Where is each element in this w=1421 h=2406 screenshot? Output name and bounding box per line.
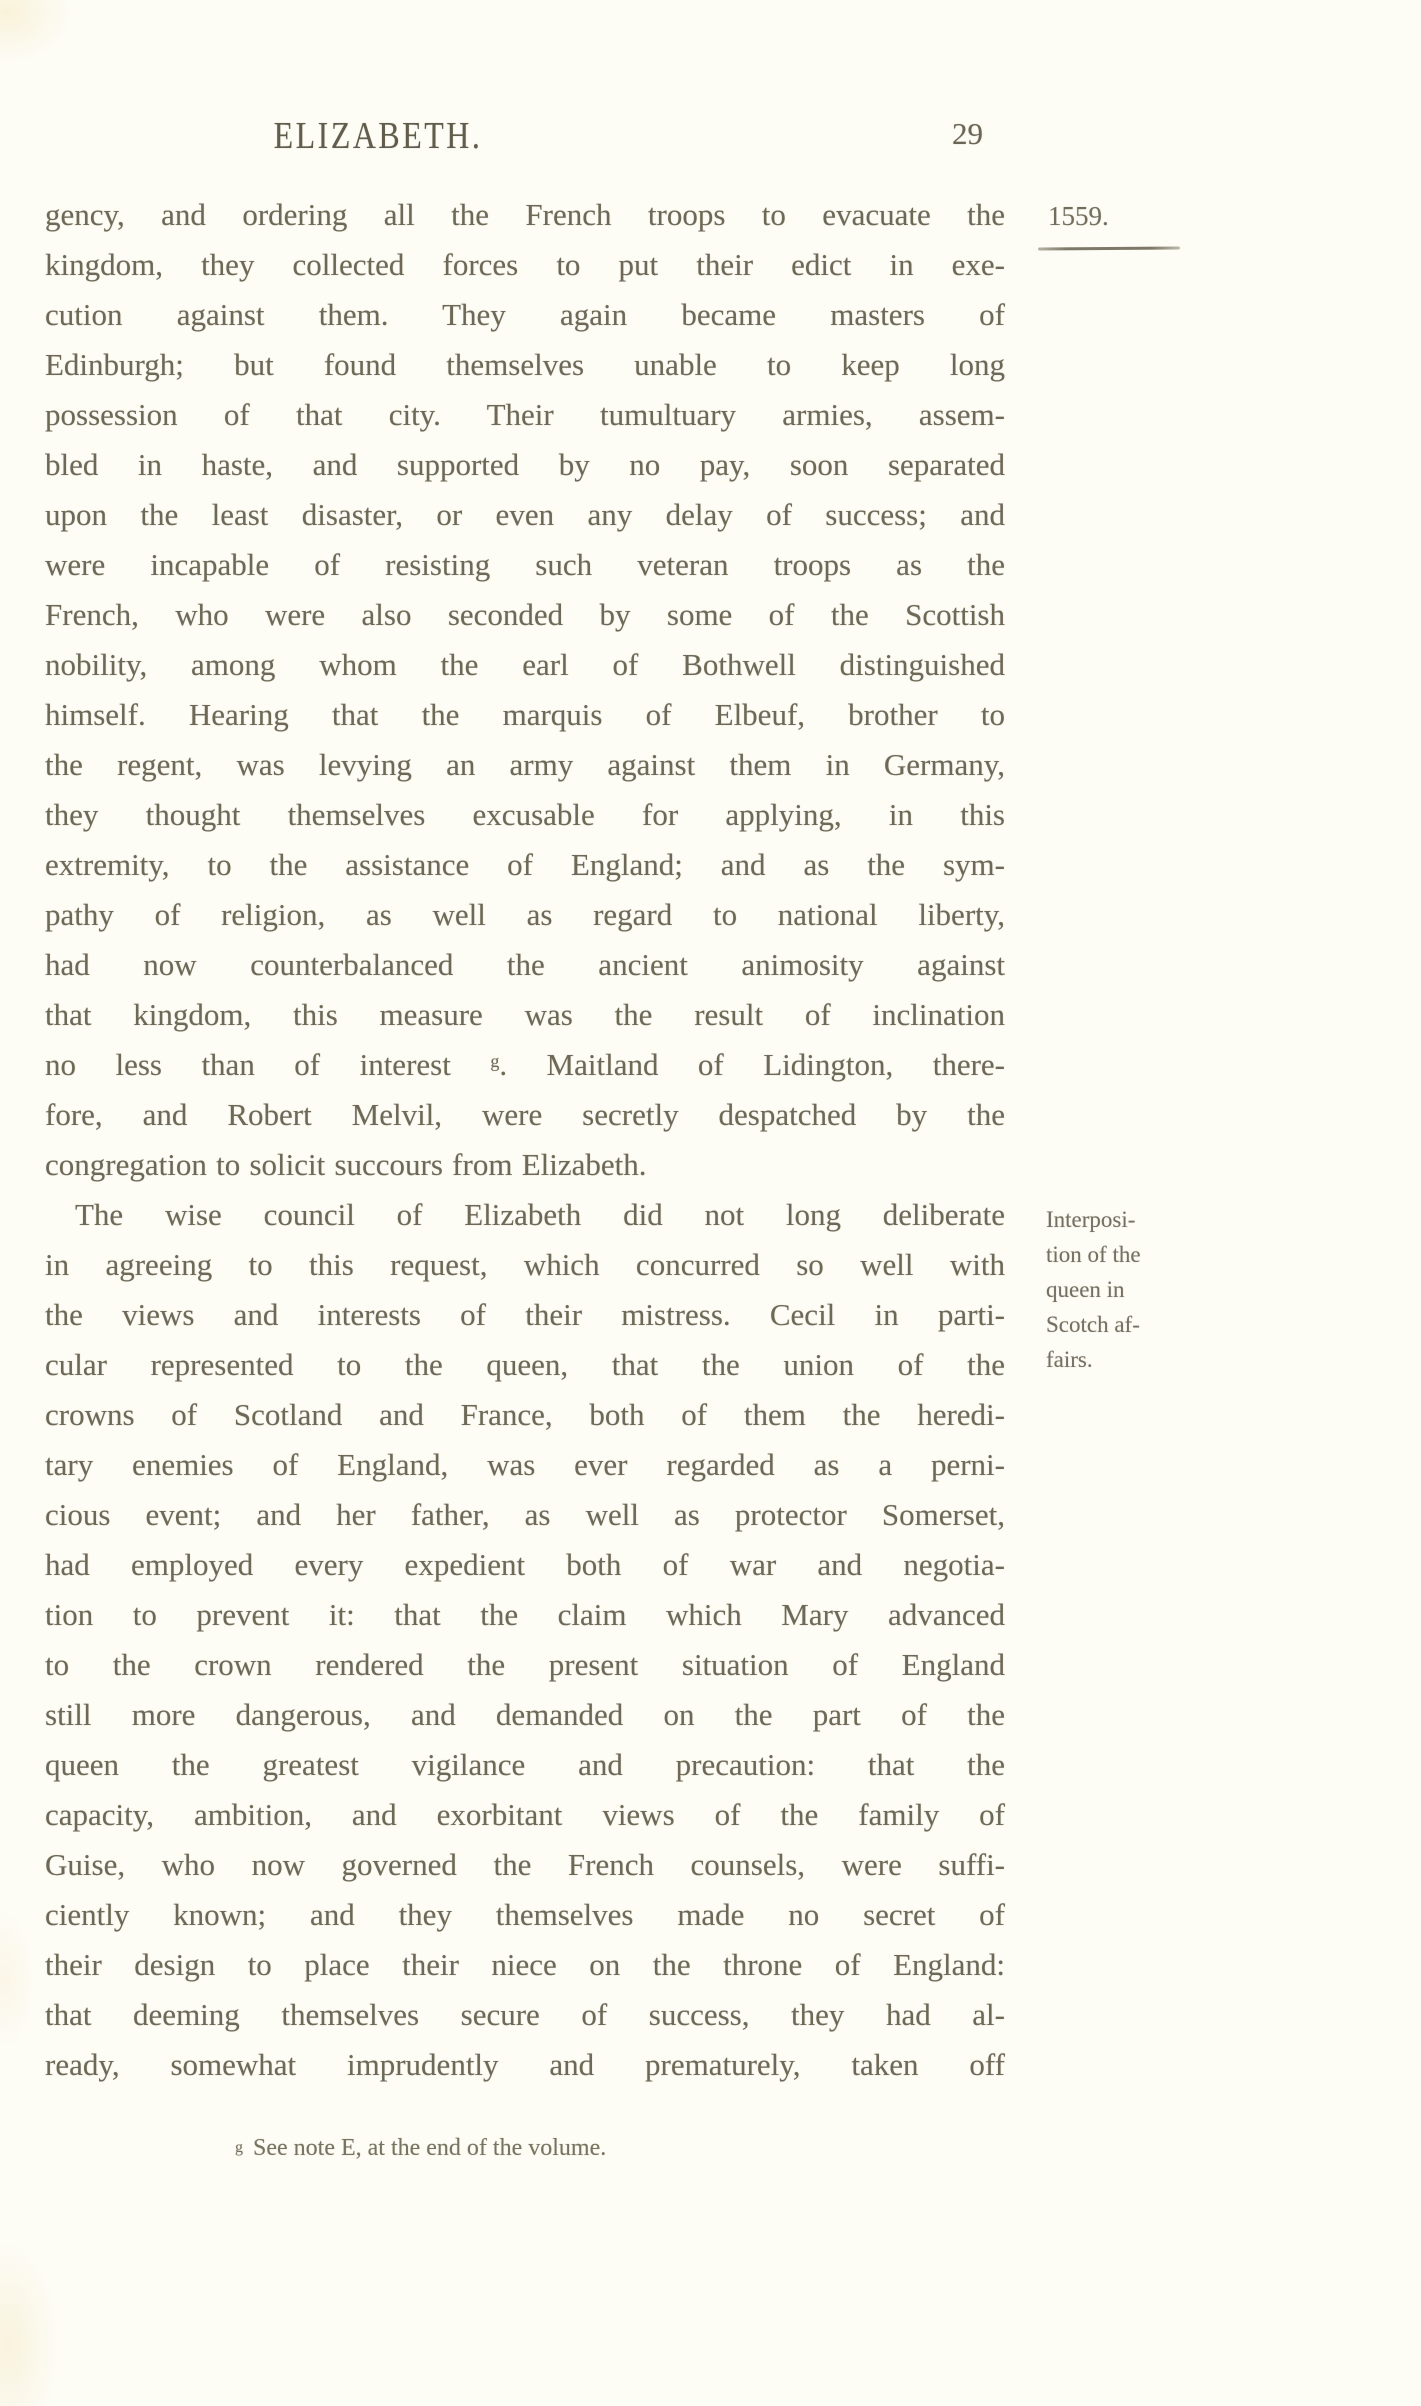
text-line: still more dangerous, and demanded on the part of the xyxy=(45,1697,1005,1732)
footnote-text: See note E, at the end of the volume. xyxy=(253,2135,607,2161)
text-line: cular represented to the queen, that the union of the xyxy=(45,1347,1005,1382)
text-line: possession of that city. Their tumultuary armies, assem- xyxy=(45,397,1005,432)
text-line: that deeming themselves secure of success, they had al- xyxy=(45,1997,1005,2032)
text-line: gency, and ordering all the French troops to evacuate the xyxy=(45,197,1005,232)
text-line: were incapable of resisting such veteran troops as the xyxy=(45,547,1005,582)
text-line: bled in haste, and supported by no pay, soon separated xyxy=(45,447,1005,482)
text-line: extremity, to the assistance of England; and as the sym- xyxy=(45,847,1005,882)
text-line: tion to prevent it: that the claim which Mary advanced xyxy=(45,1597,1005,1632)
paragraph xyxy=(45,190,1005,1190)
running-head-title: ELIZABETH. xyxy=(273,115,483,157)
text-line: had now counterbalanced the ancient animosity against xyxy=(45,947,1005,982)
margin-note-year: 1559. xyxy=(1048,201,1109,231)
footnote xyxy=(235,2133,606,2163)
text-line: tion of the xyxy=(1046,1242,1141,1267)
text-line: capacity, ambition, and exorbitant views of the family of xyxy=(45,1797,1005,1832)
text-line: queen in xyxy=(1046,1277,1125,1302)
text-line: Guise, who now governed the French counsels, were suffi- xyxy=(45,1847,1005,1882)
paragraph xyxy=(45,1190,1005,2090)
text-line: fairs. xyxy=(1046,1347,1093,1372)
text-line: tary enemies of England, was ever regarded as a perni- xyxy=(45,1447,1005,1482)
text-line: ciently known; and they themselves made no secret of xyxy=(45,1897,1005,1932)
text-line: cution against them. They again became masters of xyxy=(45,297,1005,332)
text-line: the views and interests of their mistress. Cecil in parti- xyxy=(45,1297,1005,1332)
margin-rule-divider xyxy=(1038,247,1180,251)
text-line: fore, and Robert Melvil, were secretly despatched by the xyxy=(45,1097,1005,1132)
text-line: they thought themselves excusable for applying, in this xyxy=(45,797,1005,832)
footnote-reference-sup: g xyxy=(490,1050,500,1071)
text-line: Scotch af- xyxy=(1046,1312,1140,1337)
text-line: nobility, among whom the earl of Bothwell distinguished xyxy=(45,647,1005,682)
text-line: Interposi- xyxy=(1046,1207,1136,1232)
text-line: pathy of religion, as well as regard to national liberty, xyxy=(45,897,1005,932)
text-line: French, who were also seconded by some of the Scottish xyxy=(45,597,1005,632)
text-line: kingdom, they collected forces to put their edict in exe- xyxy=(45,247,1005,282)
text-line: the regent, was levying an army against them in Germany, xyxy=(45,747,1005,782)
text-line: their design to place their niece on the throne of England: xyxy=(45,1947,1005,1982)
text-line: had employed every expedient both of war and negotia- xyxy=(45,1547,1005,1582)
text-line: cious event; and her father, as well as protector Somerset, xyxy=(45,1497,1005,1532)
margin-note-interposition xyxy=(1046,1202,1286,1377)
text-line: himself. Hearing that the marquis of Elbeuf, brother to xyxy=(45,697,1005,732)
footnote-marker: g xyxy=(235,2139,243,2157)
text-line: Edinburgh; but found themselves unable to keep long xyxy=(45,347,1005,382)
page-number: 29 xyxy=(952,116,983,151)
text-line: crowns of Scotland and France, both of them the heredi- xyxy=(45,1397,1005,1432)
text-line: to the crown rendered the present situation of England xyxy=(45,1647,1005,1682)
text-line: upon the least disaster, or even any delay of success; and xyxy=(45,497,1005,532)
text-line: congregation to solicit succours from Elizabeth. xyxy=(45,1147,647,1182)
text-line: that kingdom, this measure was the result of inclination xyxy=(45,997,1005,1032)
text-line: in agreeing to this request, which concurred so well with xyxy=(45,1247,1005,1282)
text-line: queen the greatest vigilance and precaution: that the xyxy=(45,1747,1005,1782)
text-line: no less than of interest $^g$. Maitland of Lidington, there- xyxy=(45,1047,1005,1082)
text-line: The wise council of Elizabeth did not long deliberate xyxy=(75,1197,1005,1232)
body-text-block xyxy=(45,190,1005,2090)
text-line: ready, somewhat imprudently and prematurely, taken off xyxy=(45,2047,1005,2082)
